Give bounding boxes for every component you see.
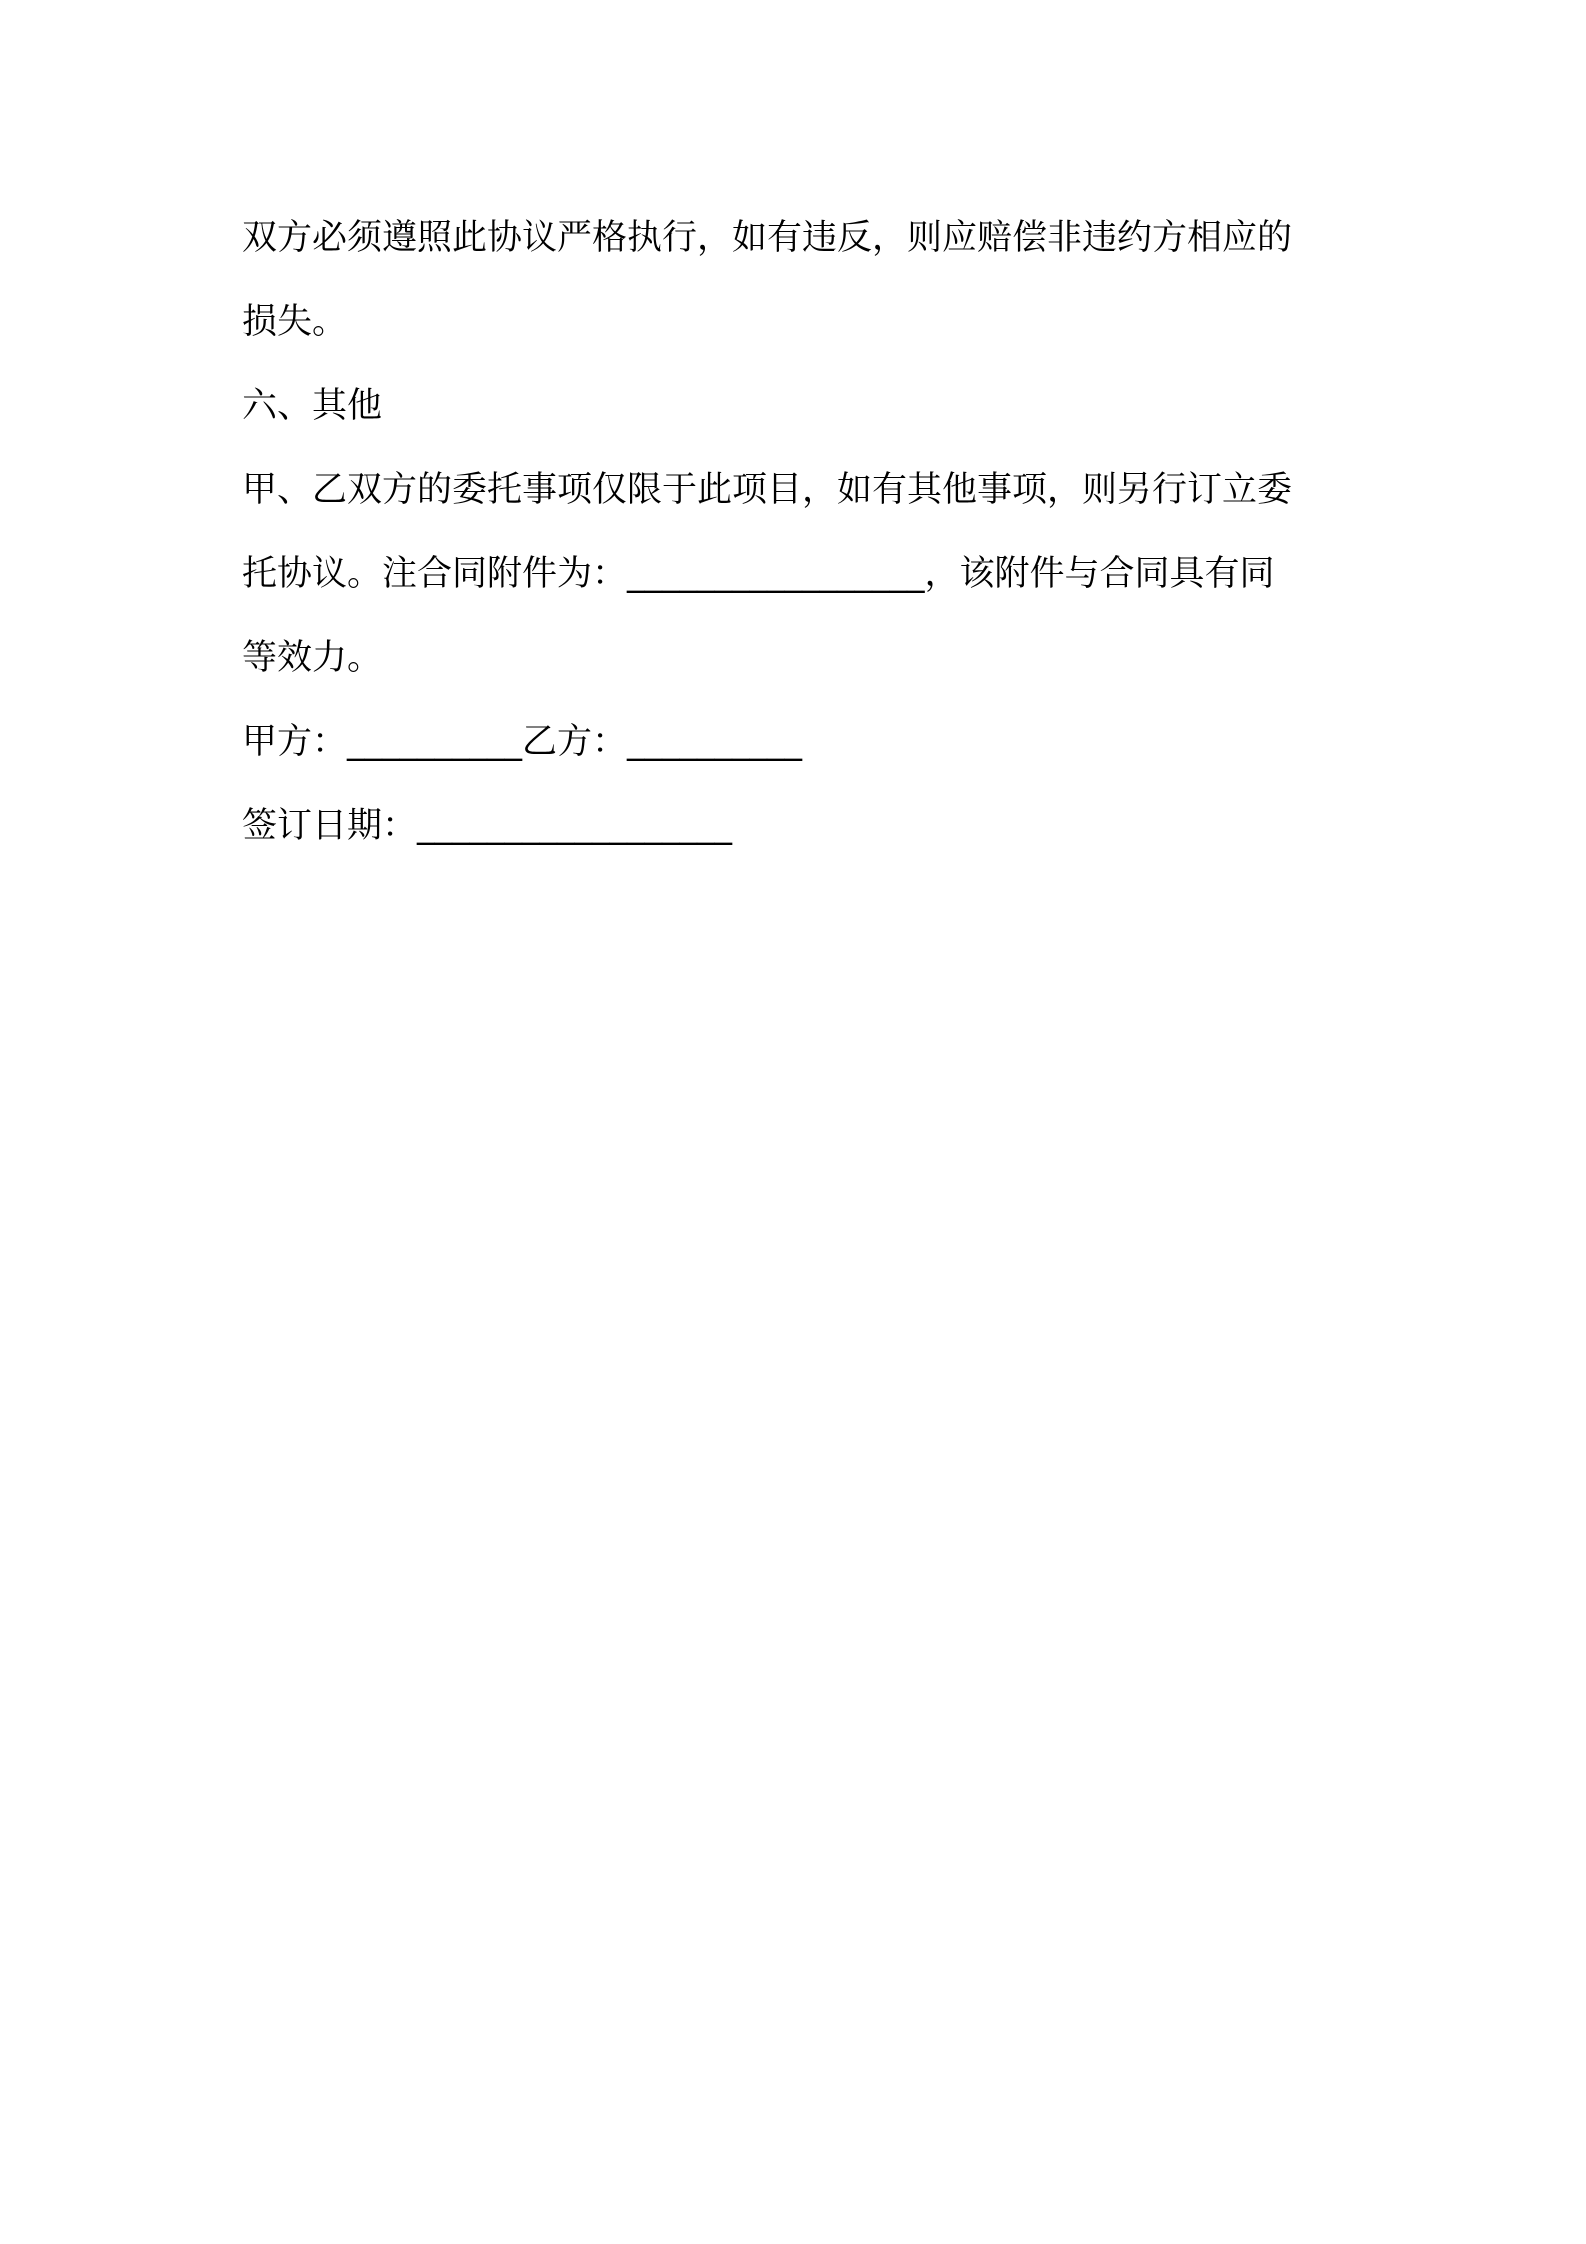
paragraph-line-5: 等效力。 — [242, 638, 383, 678]
section-heading: 六、其他 — [242, 386, 383, 426]
document-body — [242, 196, 1352, 868]
paragraph-line-3: 甲、乙双方的委托事项仅限于此项目，如有其他事项，则另行订立委 — [242, 470, 1293, 510]
paragraph-line-1: 双方必须遵照此协议严格执行，如有违反，则应赔偿非违约方相应的 — [242, 218, 1293, 258]
party-signature-line: 甲方：__________乙方：__________ — [242, 722, 803, 762]
signing-date-line: 签订日期：__________________ — [242, 806, 733, 846]
paragraph-line-4: 托协议。注合同附件为：_________________，该附件与合同具有同 — [242, 554, 1275, 594]
paragraph-line-2: 损失。 — [242, 302, 348, 342]
